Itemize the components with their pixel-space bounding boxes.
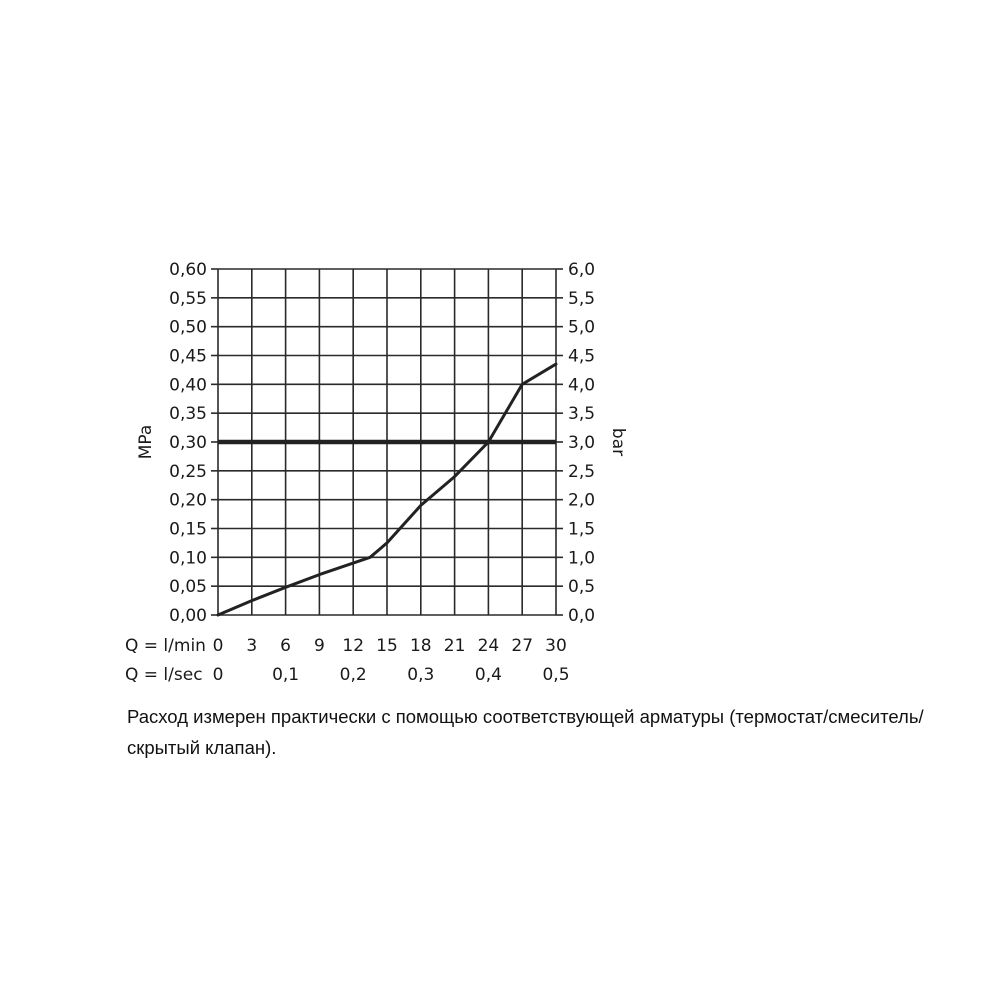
y-axis-left-title: MPa bbox=[136, 424, 156, 460]
y-tick-label-left: 0,55 bbox=[169, 288, 207, 309]
y-tick-label-right: 1,0 bbox=[568, 548, 596, 569]
x-tick-label-secondary: 0,2 bbox=[339, 665, 367, 685]
y-tick-label-right: 4,5 bbox=[568, 346, 596, 367]
x-tick-label-primary: 3 bbox=[246, 636, 258, 656]
y-tick-label-right: 3,0 bbox=[568, 433, 596, 453]
x-axis-secondary-title: Q = l/sec bbox=[125, 665, 203, 685]
y-tick-label-left: 0,60 bbox=[169, 260, 207, 280]
y-tick-label-right: 1,5 bbox=[568, 519, 596, 540]
y-tick-label-left: 0,50 bbox=[169, 317, 207, 338]
x-tick-label-secondary: 0,4 bbox=[474, 665, 502, 685]
chart-caption: Расход измерен практически с помощью соответствующей арматуры (термостат/смеситель/скрытый клапан). bbox=[127, 706, 924, 758]
y-tick-label-right: 0,0 bbox=[568, 606, 596, 626]
y-tick-label-left: 0,45 bbox=[169, 346, 207, 367]
x-tick-label-primary: 21 bbox=[443, 636, 466, 656]
y-tick-label-left: 0,10 bbox=[169, 548, 207, 569]
x-tick-label-primary: 27 bbox=[511, 636, 534, 656]
x-tick-label-primary: 15 bbox=[376, 636, 398, 656]
x-tick-label-primary: 30 bbox=[545, 636, 567, 656]
x-tick-label-primary: 0 bbox=[212, 636, 224, 656]
x-tick-label-primary: 12 bbox=[342, 636, 365, 656]
x-tick-label-primary: 6 bbox=[280, 636, 292, 656]
x-tick-label-primary: 24 bbox=[477, 636, 500, 656]
y-axis-right-title: bar bbox=[608, 427, 628, 457]
x-tick-label-secondary: 0,1 bbox=[272, 665, 300, 685]
y-tick-label-left: 0,00 bbox=[169, 606, 207, 626]
y-tick-label-right: 3,5 bbox=[568, 404, 596, 425]
y-tick-label-right: 2,0 bbox=[568, 490, 596, 511]
x-tick-label-primary: 9 bbox=[313, 636, 325, 656]
x-axis-primary-title: Q = l/min bbox=[125, 636, 206, 656]
x-tick-label-secondary: 0,5 bbox=[542, 665, 570, 685]
y-tick-label-left: 0,40 bbox=[169, 375, 207, 396]
y-tick-label-right: 2,5 bbox=[568, 461, 596, 482]
x-tick-label-primary: 18 bbox=[409, 636, 432, 656]
y-tick-label-right: 6,0 bbox=[568, 260, 596, 280]
y-tick-label-left: 0,20 bbox=[169, 490, 207, 511]
y-tick-label-right: 5,5 bbox=[568, 288, 596, 309]
y-tick-label-left: 0,25 bbox=[169, 461, 207, 482]
y-tick-label-right: 4,0 bbox=[568, 375, 596, 396]
y-tick-label-left: 0,30 bbox=[169, 433, 207, 453]
y-tick-label-right: 0,5 bbox=[568, 577, 596, 598]
tick-label-layer bbox=[169, 260, 595, 685]
y-tick-label-left: 0,15 bbox=[169, 519, 207, 540]
y-tick-label-left: 0,35 bbox=[169, 404, 207, 425]
x-tick-label-secondary: 0 bbox=[212, 665, 224, 685]
y-tick-label-right: 5,0 bbox=[568, 317, 596, 338]
x-tick-label-secondary: 0,3 bbox=[407, 665, 435, 685]
y-tick-label-left: 0,05 bbox=[169, 577, 207, 598]
